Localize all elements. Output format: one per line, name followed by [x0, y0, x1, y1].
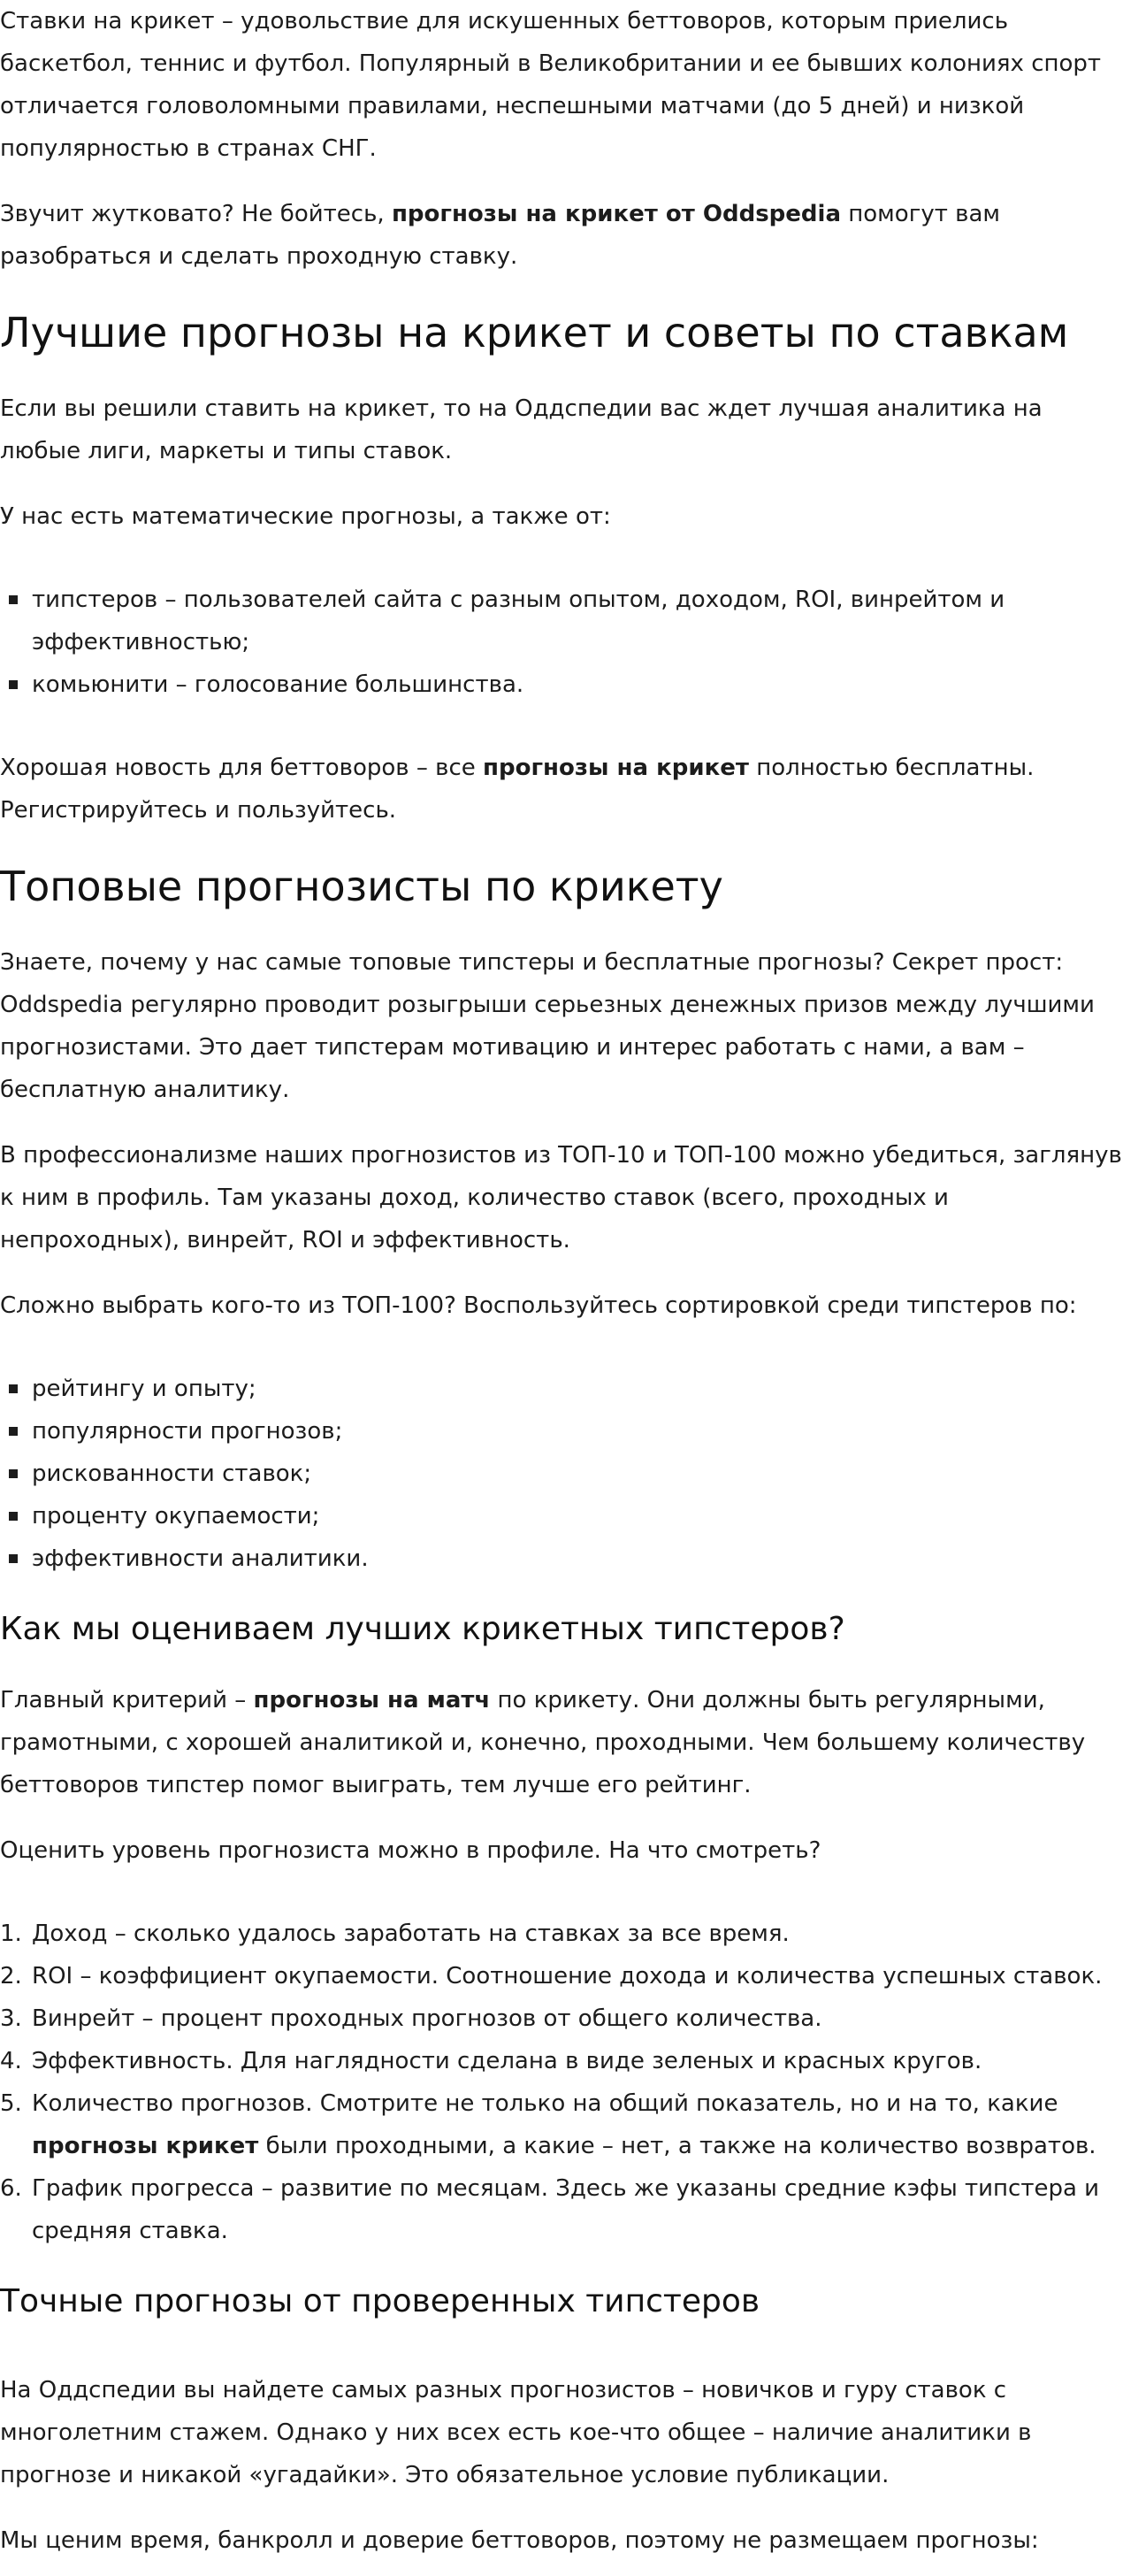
- text: были проходными, а какие – нет, а также на количество возвратов.: [258, 2133, 1096, 2159]
- paragraph: Сложно выбрать кого-то из ТОП-100? Воспользуйтесь сортировкой среди типстеров по:: [0, 1292, 1077, 1319]
- list-item: проценту окупаемости;: [32, 1495, 1123, 1537]
- list-item: рейтингу и опыту;: [32, 1368, 1123, 1410]
- paragraph: [0, 1679, 1123, 1806]
- section-heading: Лучшие прогнозы на крикет и советы по ставкам: [0, 309, 1069, 356]
- paragraph: Оценить уровень прогнозиста можно в профиле. На что смотреть?: [0, 1837, 821, 1864]
- paragraph: В профессионализме наших прогнозистов из ТОП-10 и ТОП-100 можно убедиться, заглянув к ним в профиль. Там указаны доход, количество ставок (всего, проходных и непроходных), винрейт, ROI и эффективность.: [0, 1142, 1122, 1254]
- text: Количество прогнозов. Смотрите не только на общий показатель, но и на то, какие: [32, 2090, 1058, 2117]
- bold-text: прогнозы на крикет: [483, 755, 749, 781]
- bold-text: прогнозы на крикет от Oddspedia: [391, 201, 841, 227]
- list-item: ROI – коэффициент окупаемости. Соотношение дохода и количества успешных ставок.: [32, 1963, 1103, 1990]
- subsection-heading: Как мы оцениваем лучших крикетных типстеров?: [0, 1611, 845, 1647]
- list-item: популярности прогнозов;: [32, 1410, 1123, 1453]
- section-heading: Топовые прогнозисты по крикету: [0, 862, 723, 910]
- subsection-heading: Точные прогнозы от проверенных типстеров: [0, 2283, 760, 2319]
- text: по крикету. Они должны быть регулярными, грамотными, с хорошей аналитикой и, конечно, проходными. Чем большему количеству беттоворов типстер помог выиграть, тем лучше его рейтинг.: [0, 1687, 1086, 1798]
- text: полностью бесплатны. Регистрируйтесь и пользуйтесь.: [0, 755, 1035, 824]
- list-item: [32, 2082, 1123, 2167]
- text: Хорошая новость для беттоворов – все: [0, 755, 484, 781]
- list-item: рискованности ставок;: [32, 1453, 1123, 1495]
- paragraph: У нас есть математические прогнозы, а также от:: [0, 503, 611, 530]
- list-item: График прогресса – развитие по месяцам. Здесь же указаны средние кэфы типстера и средняя ставка.: [32, 2175, 1100, 2244]
- paragraph: Если вы решили ставить на крикет, то на Оддспедии вас ждет лучшая аналитика на любые лиги, маркеты и типы ставок.: [0, 395, 1043, 464]
- intro-paragraph: Ставки на крикет – удовольствие для искушенных беттоворов, которым приелись баскетбол, теннис и футбол. Популярный в Великобритании и ее бывших колониях спорт отличается головоломными правилами, неспешными матчами (до 5 дней) и низкой популярностью в странах СНГ.: [0, 8, 1102, 162]
- list-item: комьюнити – голосование большинства.: [32, 663, 1123, 706]
- text: помогут вам разобраться и сделать проходную ставку.: [0, 201, 1001, 270]
- bold-text: прогнозы крикет: [32, 2133, 259, 2159]
- numbered-list: [0, 1913, 1123, 2252]
- text: Звучит жутковато? Не бойтесь,: [0, 201, 392, 227]
- paragraph: Знаете, почему у нас самые топовые типстеры и бесплатные прогнозы? Секрет прост: Oddspedia регулярно проводит розыгрыши серьезных денежных призов между лучшими прогнозистами. Это дает типстерам мотивацию и интерес работать с нами, а вам – бесплатную аналитику.: [0, 949, 1095, 1103]
- bullet-list: [0, 579, 1123, 706]
- intro-paragraph-2: [0, 193, 1123, 278]
- list-item: Эффективность. Для наглядности сделана в виде зеленых и красных кругов.: [32, 2048, 982, 2074]
- paragraph: [0, 747, 1123, 832]
- list-item: Винрейт – процент проходных прогнозов от общего количества.: [32, 2005, 822, 2032]
- list-item: типстеров – пользователей сайта с разным опытом, доходом, ROI, винрейтом и эффективностью;: [32, 579, 1123, 663]
- bold-text: прогнозы на матч: [253, 1687, 491, 1714]
- list-item: Доход – сколько удалось заработать на ставках за все время.: [32, 1920, 790, 1947]
- paragraph: Мы ценим время, банкролл и доверие беттоворов, поэтому не размещаем прогнозы:: [0, 2527, 1039, 2554]
- paragraph: На Оддспедии вы найдете самых разных прогнозистов – новичков и гуру ставок с многолетним стажем. Однако у них всех есть кое-что общее – наличие аналитики в прогнозе и никакой «угадайки». Это обязательное условие публикации.: [0, 2377, 1032, 2488]
- text: Главный критерий –: [0, 1687, 254, 1714]
- list-item: эффективности аналитики.: [32, 1537, 1123, 1580]
- bullet-list: [0, 1368, 1123, 1580]
